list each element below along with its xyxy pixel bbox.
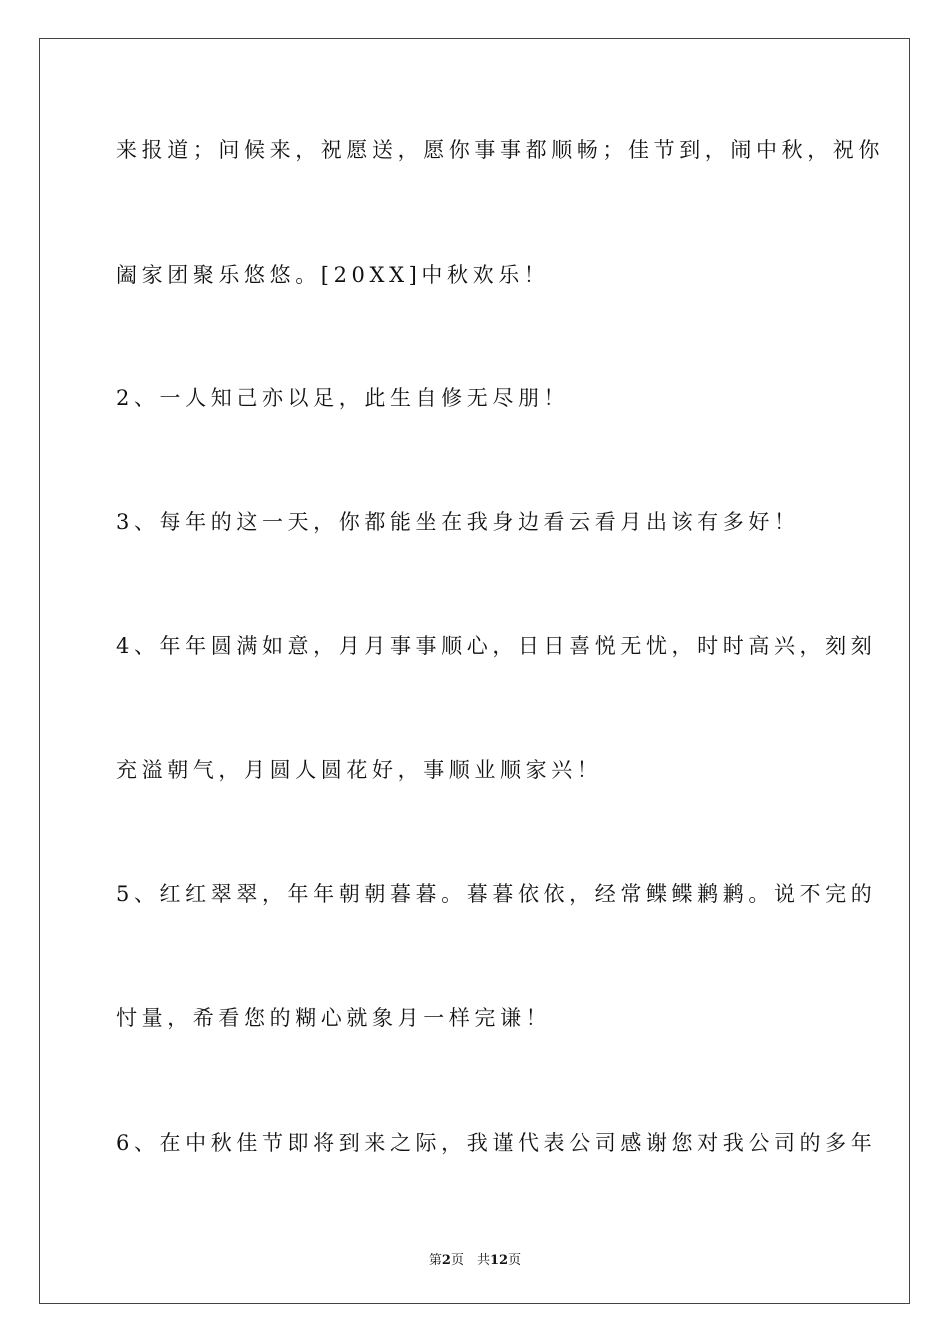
body-line: 阖家团聚乐悠悠。[20XX]中秋欢乐！ [116,263,550,287]
footer-prefix: 第 [428,1253,442,1268]
body-line: 充溢朝气，月圆人圆花好，事顺业顺家兴！ [116,758,603,782]
body-line: 来报道；问候来，祝愿送，愿你事事都顺畅；佳节到，闹中秋，祝你 [116,138,884,162]
footer-suffix: 页 [508,1253,522,1268]
body-line: 6、在中秋佳节即将到来之际，我谨代表公司感谢您对我公司的多年 [116,1131,877,1155]
page-border [39,38,910,1304]
total-pages-number: 12 [489,1253,509,1268]
body-line: 忖量，希看您的糊心就象月一样完谦！ [116,1006,552,1030]
body-line: 2、一人知己亦以足，此生自修无尽朋！ [116,386,570,410]
body-line: 4、年年圆满如意，月月事事顺心，日日喜悦无忧，时时高兴，刻刻 [116,634,877,658]
body-line: 5、红红翠翠，年年朝朝暮暮。暮暮依依，经常鲽鲽鹣鹣。说不完的 [116,882,877,906]
page-footer [0,1249,950,1268]
footer-mid: 页 共 [450,1253,490,1268]
current-page-number: 2 [441,1253,451,1268]
body-line: 3、每年的这一天，你都能坐在我身边看云看月出该有多好！ [116,510,800,534]
